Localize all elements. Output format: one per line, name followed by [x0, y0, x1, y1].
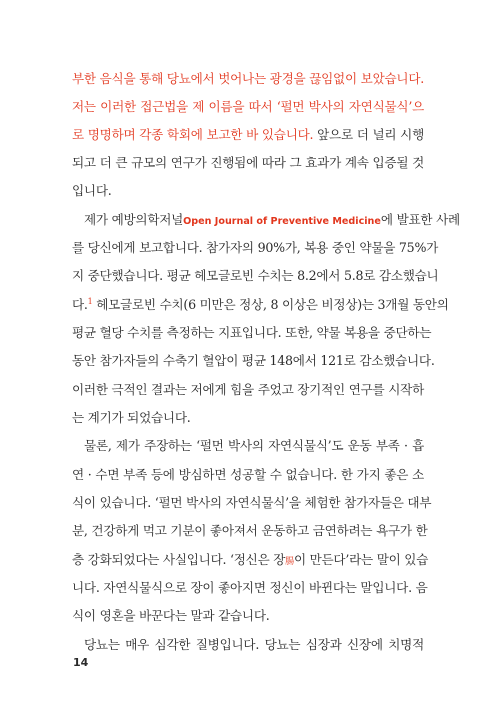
text-run: 연 · 수면 부족 등에 방심하면 성공할 수 없습니다. 한 가지 좋은 소	[72, 467, 424, 482]
text-line	[72, 579, 428, 597]
text-run: 는 계기가 되었습니다.	[72, 410, 191, 425]
text-run: 당뇨는 매우 심각한 질병입니다. 당뇨는 심장과 신장에 치명적	[84, 637, 424, 652]
text-run: 腸	[285, 557, 294, 567]
text-line	[72, 494, 432, 512]
text-run: 분, 건강하게 먹고 기분이 좋아져서 운동하고 금연하려는 욕구가 한	[72, 523, 428, 538]
text-run: 에 발표한 사례	[380, 212, 460, 227]
text-line	[72, 409, 424, 427]
text-line	[72, 381, 424, 399]
text-run: 니다. 자연식물식으로 장이 좋아지면 정신이 바뀐다는 말입니다. 음	[72, 580, 428, 595]
text-line	[72, 70, 424, 88]
text-run: 되고 더 큰 규모의 연구가 진행됨에 따라 그 효과가 계속 입증될 것	[72, 155, 424, 170]
text-run: 헤모글로빈 수치(6 미만은 정상, 8 이상은 비정상)는 3개월 동안의	[92, 297, 449, 312]
text-run: 동안 참가자들의 수축기 혈압이 평균 148에서 121로 감소했습니다.	[72, 353, 435, 368]
text-run: 로 명명하며 각종 학회에 보고한 바 있습니다.	[72, 127, 314, 142]
text-run: 지 중단했습니다. 평균 헤모글로빈 수치는 8.2에서 5.8로 감소했습니	[72, 268, 439, 283]
text-run: 다.	[72, 297, 88, 312]
text-line	[72, 239, 439, 257]
text-run: 입니다.	[72, 183, 112, 198]
journal-title: Open Journal of Preventive Medicine	[183, 216, 381, 227]
text-line	[72, 466, 424, 484]
text-run: 평균 혈당 수치를 측정하는 지표입니다. 또한, 약물 복용을 중단하는	[72, 325, 432, 340]
text-run: 부한 음식을 통해 당뇨에서 벗어나는 광경을 끊임없이 보았습니다.	[72, 71, 424, 86]
text-line	[72, 296, 449, 314]
text-line	[72, 211, 460, 231]
text-run: 물론, 제가 주장하는 ‘펄먼 박사의 자연식물식’도 운동 부족 · 흡	[84, 438, 424, 453]
text-line	[72, 324, 432, 342]
text-line	[72, 636, 424, 654]
text-line	[72, 182, 424, 200]
text-run: 이러한 극적인 결과는 저에게 힘을 주었고 장기적인 연구를 시작하	[72, 382, 424, 397]
footnote-ref[interactable]: 1	[87, 296, 93, 306]
text-run: 를 당신에게 보고합니다. 참가자의 90%가, 복용 중인 약물을 75%가	[72, 240, 439, 255]
text-line	[72, 126, 424, 144]
text-line	[72, 267, 439, 285]
text-line	[72, 437, 424, 455]
text-run: 식이 영혼을 바꾼다는 말과 같습니다.	[72, 608, 270, 623]
text-line	[72, 607, 424, 625]
text-line	[72, 154, 424, 172]
text-line	[72, 98, 424, 116]
text-line	[72, 522, 428, 540]
text-line	[72, 551, 429, 571]
text-run: 제가 예방의학저널	[84, 212, 184, 227]
text-run: 이 만든다’라는 말이 있습	[293, 552, 429, 567]
text-run: 저는 이러한 접근법을 제 이름을 따서 ‘펄먼 박사의 자연식물식’으	[72, 99, 424, 114]
page-number: 14	[73, 656, 89, 669]
text-line	[72, 352, 435, 370]
text-run: 앞으로 더 널리 시행	[313, 127, 424, 142]
text-run: 층 강화되었다는 사실입니다. ‘정신은 장	[72, 552, 286, 567]
text-run: 식이 있습니다. ‘펄먼 박사의 자연식물식’을 체험한 참가자들은 대부	[72, 495, 432, 510]
